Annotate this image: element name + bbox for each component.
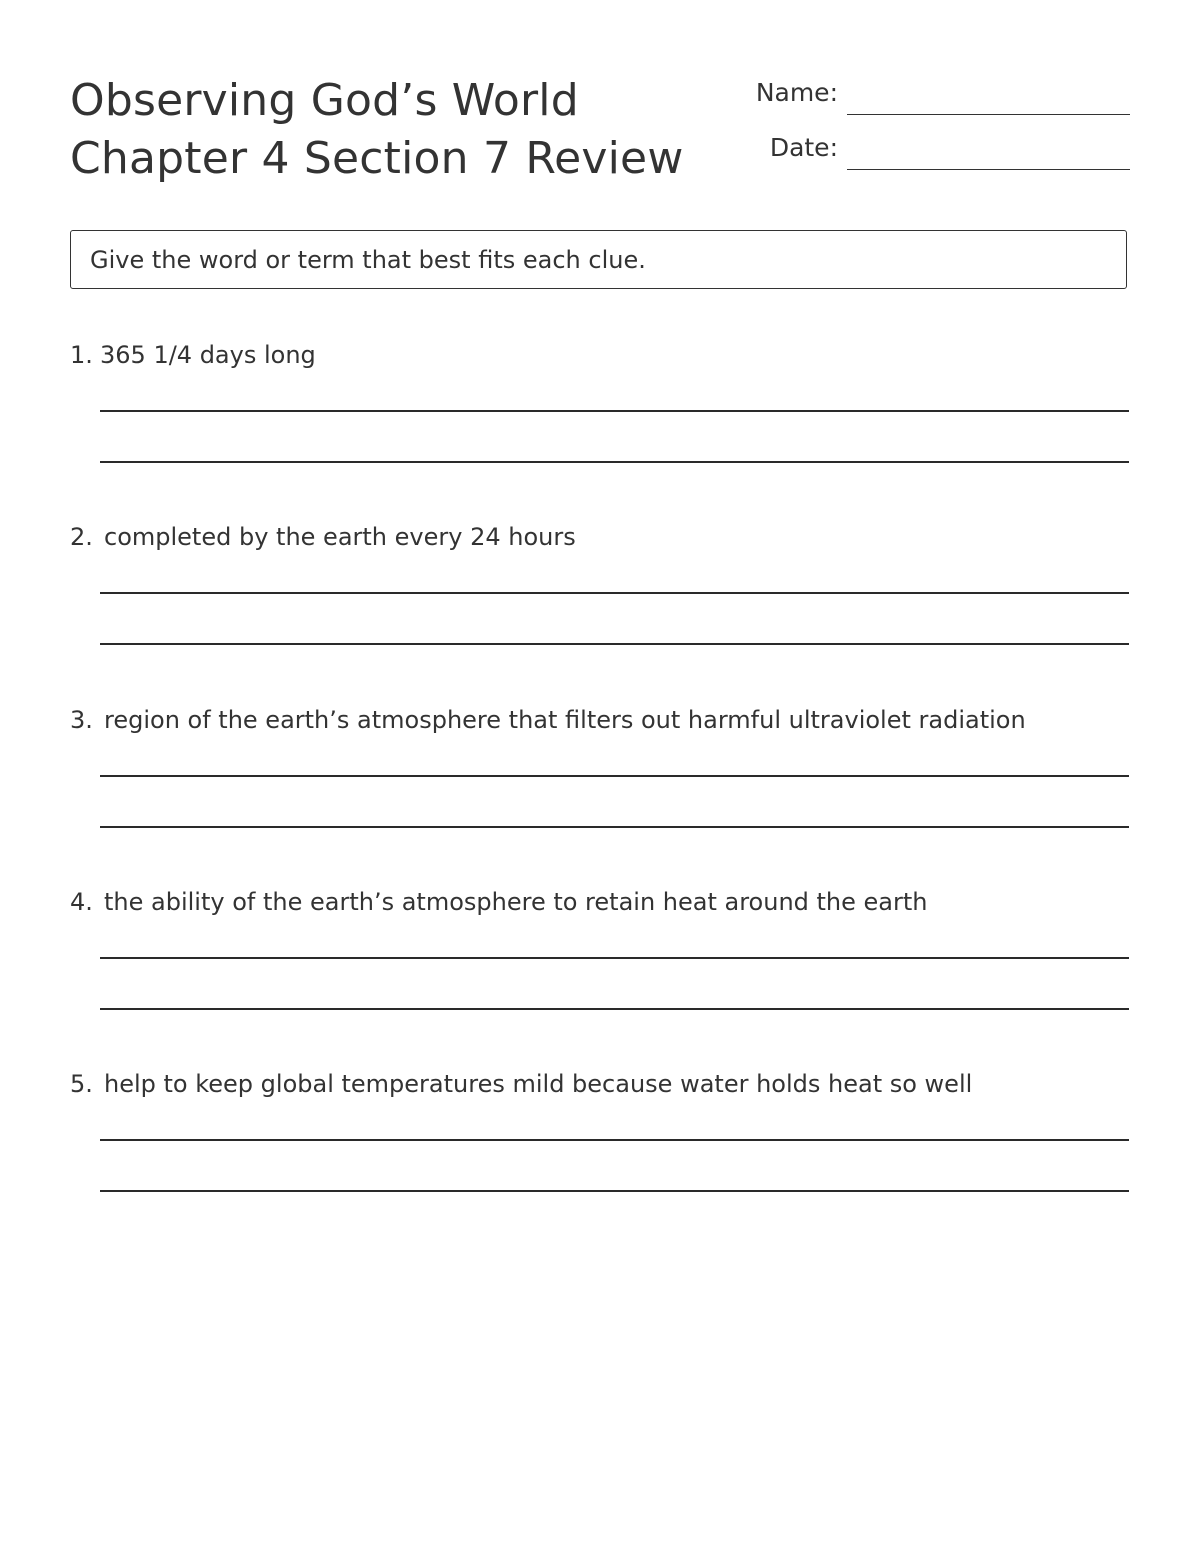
question-2 bbox=[70, 519, 1130, 679]
question-5-number: 5. bbox=[70, 1070, 93, 1098]
question-2-clue: completed by the earth every 24 hours bbox=[104, 523, 576, 551]
question-1-answer-line-2[interactable] bbox=[100, 461, 1129, 463]
question-2-answer-line-2[interactable] bbox=[100, 643, 1129, 645]
question-4-number: 4. bbox=[70, 888, 93, 916]
question-1-answer-line-1[interactable] bbox=[100, 410, 1129, 412]
date-field bbox=[740, 131, 1130, 171]
question-5-answer-line-2[interactable] bbox=[100, 1190, 1129, 1192]
question-3 bbox=[70, 702, 1130, 862]
question-4-text bbox=[70, 884, 928, 920]
title-line-1: Observing God’s World bbox=[70, 75, 579, 126]
question-4 bbox=[70, 884, 1130, 1044]
question-2-text bbox=[70, 519, 576, 555]
question-3-number: 3. bbox=[70, 706, 93, 734]
question-3-answer-line-2[interactable] bbox=[100, 826, 1129, 828]
question-4-clue: the ability of the earth’s atmosphere to retain heat around the earth bbox=[104, 888, 928, 916]
worksheet-title bbox=[70, 72, 710, 188]
instructions-box: Give the word or term that best fits each clue. bbox=[70, 230, 1127, 289]
question-4-answer-line-1[interactable] bbox=[100, 957, 1129, 959]
name-label: Name: bbox=[755, 78, 838, 107]
question-4-answer-line-2[interactable] bbox=[100, 1008, 1129, 1010]
question-1 bbox=[70, 337, 1130, 497]
name-blank-line[interactable] bbox=[847, 114, 1130, 115]
question-3-text bbox=[70, 702, 1026, 738]
question-3-answer-line-1[interactable] bbox=[100, 775, 1129, 777]
question-5-clue: help to keep global temperatures mild because water holds heat so well bbox=[104, 1070, 973, 1098]
date-label: Date: bbox=[769, 133, 838, 162]
question-2-number: 2. bbox=[70, 523, 93, 551]
question-3-clue: region of the earth’s atmosphere that filters out harmful ultraviolet radiation bbox=[104, 706, 1026, 734]
name-field bbox=[740, 76, 1130, 116]
question-5 bbox=[70, 1066, 1130, 1226]
date-blank-line[interactable] bbox=[847, 169, 1130, 170]
question-5-text bbox=[70, 1066, 972, 1102]
question-1-text bbox=[70, 337, 316, 373]
question-5-answer-line-1[interactable] bbox=[100, 1139, 1129, 1141]
title-line-2: Chapter 4 Section 7 Review bbox=[70, 133, 684, 184]
question-1-clue: 365 1/4 days long bbox=[100, 341, 316, 369]
question-2-answer-line-1[interactable] bbox=[100, 592, 1129, 594]
question-1-number: 1. bbox=[70, 341, 93, 369]
